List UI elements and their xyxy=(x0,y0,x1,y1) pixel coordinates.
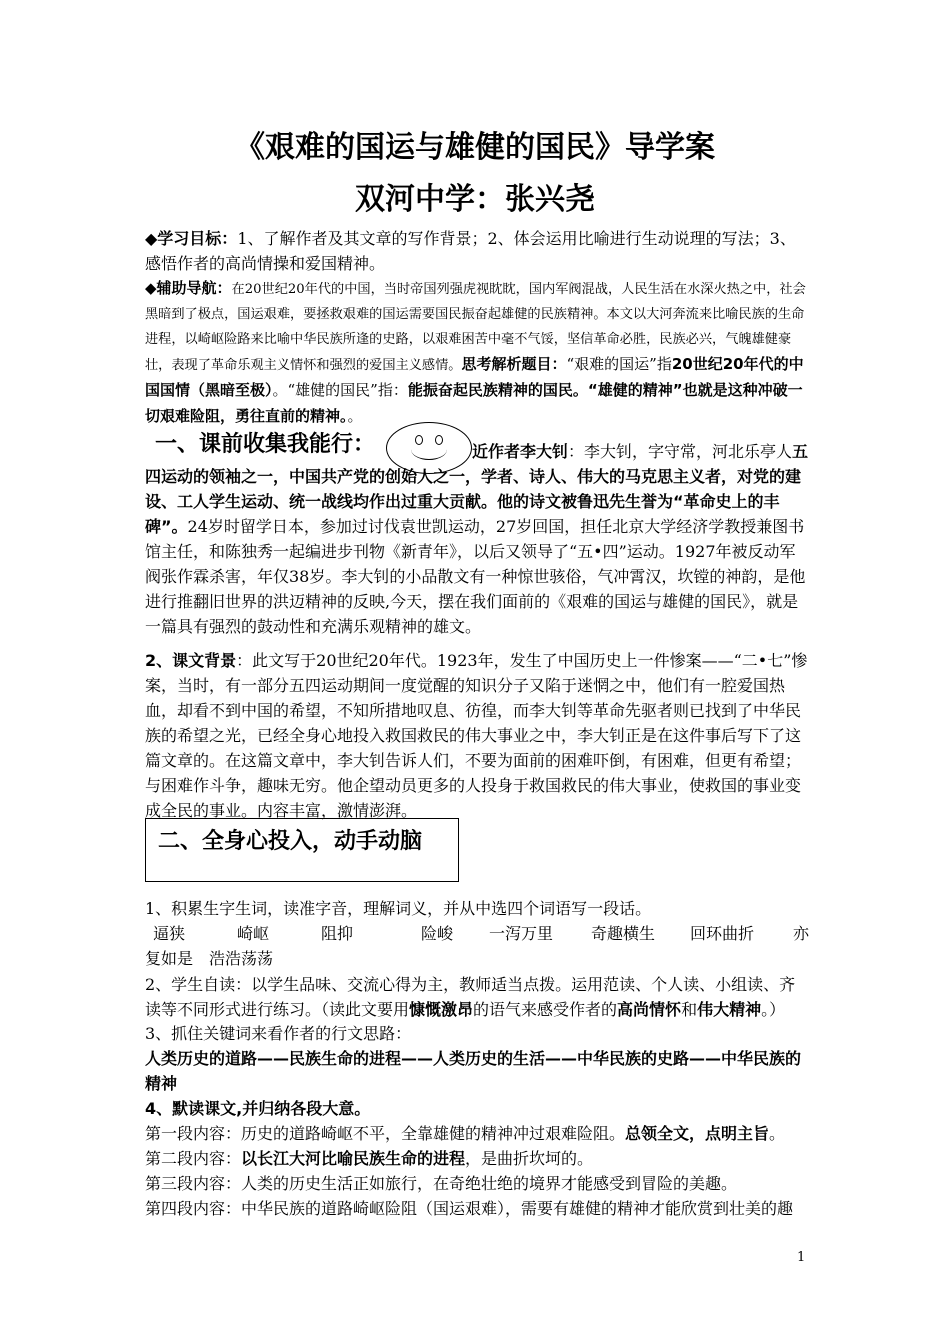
objectives-label: ◆学习目标： xyxy=(145,229,238,248)
page-number: 1 xyxy=(797,1250,806,1265)
author-bold-text: 五四运动的领袖之一，中国共产党的创始人之一，学者、诗人、伟大的马克思主义者，对党的建设、工人学生运动、统一战线均作出过重大贡献。他的诗文被鲁迅先生誉为“革命史上的丰碑”。 xyxy=(145,442,809,536)
item3: 3、抓住关键词来看作者的行文思路： xyxy=(145,1024,412,1043)
document-title: 《艰难的国运与雄健的国民》导学案 xyxy=(235,130,715,165)
item4: 4、默读课文,并归纳各段大意。 xyxy=(145,1099,371,1118)
author-line: 双河中学：张兴尧 xyxy=(355,182,595,217)
vocab-words-cont: 复如是 浩浩荡荡 xyxy=(145,949,274,968)
item1: 1、积累生字生词，读准字音，理解词义，并从中选四个词语写一段话。 xyxy=(145,899,652,918)
objectives-text: 1、了解作者及其文章的写作背景；2、体会运用比喻进行生动说理的写法；3、感悟作者的高尚情操和爱国精神。 xyxy=(145,229,796,273)
paragraph3-summary: 第三段内容：人类的历史生活正如旅行，在奇绝壮绝的境界才能感受到冒险的美趣。 xyxy=(145,1174,738,1193)
vocab-word: 奇趣横生 xyxy=(591,924,656,943)
vocab-word: 崎岖 xyxy=(237,924,270,943)
think-label: 思考解析题目： xyxy=(461,355,567,373)
vocab-word: 亦 xyxy=(793,924,810,943)
guide-paragraph: ◆辅助导航：在20世纪20年代的中国，当时帝国列强虎视眈眈，国内军阀混战，人民生活在水深火热之中，社会黑暗到了极点，国运艰难，要拯救艰难的国运需要国民振奋起雄健的民族精神。本文以大河奔流来比喻民族的生命进程，以崎岖险路来比喻中华民族所逢的史路，以艰难困苦中毫不气馁，坚信革命必胜，民族必兴，气魄雄健豪壮，表现了革命乐观主义情怀和强烈的爱国主义感情。思考解析题目：“艰难的国运”指20世纪20年代的中国国情（黑暗至极）。“雄健的国民”指：能振奋起民族精神的国民。“雄健的精神”也就是这种冲破一切艰难险阻，勇往直前的精神。。 xyxy=(145,279,806,425)
vocab-word: 阻抑 xyxy=(321,924,354,943)
paragraph1-summary: 第一段内容：历史的道路崎岖不平，全靠雄健的精神冲过艰难险阻。总领全文，点明主旨。 xyxy=(145,1124,786,1143)
author-intro: 近作者李大钊：李大钊，字守常，河北乐亭人五四运动的领袖之一，中国共产党的创始人之一，学者、诗人、伟大的马克思主义者，对党的建设、工人学生运动、统一战线均作出过重大贡献。他的诗文被鲁迅先生誉为“革命史上的丰碑”。24岁时留学日本，参加过讨伐袁世凯运动，27岁回国，担任北京大学经济学教授兼图书馆主任，和陈独秀一起编进步刊物《新青年》，以后又领导了“五•四”运动。1927年被反动军阀张作霖杀害，年仅38岁。李大钊的小品散文有一种惊世骇俗，气冲霄汉，坎镗的神韵，是他进行推翻旧世界的洪迈精神的反映,今天，摆在我们面前的《艰难的国运与雄健的国民》，就是一篇具有强烈的鼓动性和充满乐观精神的雄文。 xyxy=(145,442,809,636)
vocab-word: 险峻 xyxy=(421,924,454,943)
item3-bold: 人类历史的道路——民族生命的进程——人类历史的生活——中华民族的史路——中华民族的精神 xyxy=(145,1049,802,1093)
guide-text: 在20世纪20年代的中国，当时帝国列强虎视眈眈，国内军阀混战，人民生活在水深火热之中，社会黑暗到了极点，国运艰难，要拯救艰难的国运需要国民振奋起雄健的民族精神。本文以大河奔流来比喻民族的生命进程，以崎岖险路来比喻中华民族所逢的史路，以艰难困苦中毫不气馁，坚信革命必胜，民族必兴，气魄雄健豪壮，表现了革命乐观主义情怀和强烈的爱国主义感情。 xyxy=(145,282,806,373)
paragraph4-summary: 第四段内容：中华民族的道路崎岖险阻（国运艰难），需要有雄健的精神才能欣赏到壮美的趣 xyxy=(145,1199,794,1218)
author-label: 近作者李大钊 xyxy=(472,442,569,461)
background-label: 2、课文背景 xyxy=(145,651,237,670)
section2-heading: 二、全身心投入，动手动脑 xyxy=(158,829,423,854)
item2: 2、学生自读：以学生品味、交流心得为主，教师适当点拨。运用范读、个人读、小组读、齐读等不同形式进行练习。（读此文要用慷慨激昂的语气来感受作者的高尚情怀和伟大精神。） xyxy=(145,975,796,1019)
background-paragraph xyxy=(145,648,811,823)
vocab-word: 回环曲折 xyxy=(690,924,755,943)
section2-heading-box xyxy=(145,818,459,882)
author-rest-text: 24岁时留学日本，参加过讨伐袁世凯运动，27岁回国，担任北京大学经济学教授兼图书馆主任，和陈独秀一起编进步刊物《新青年》，以后又领导了“五•四”运动。1927年被反动军阀张作霖杀害，年仅38岁。李大钊的小品散文有一种惊世骇俗，气冲霄汉，坎镗的神韵，是他进行推翻旧世界的洪迈精神的反映,今天，摆在我们面前的《艰难的国运与雄健的国民》，就是一篇具有强烈的鼓动性和充满乐观精神的雄文。 xyxy=(145,517,806,636)
guide-label: ◆辅助导航： xyxy=(145,279,232,297)
background-text: ：此文写于20世纪20年代。1923年，发生了中国历史上一件惨案——“二•七”惨案，当时，有一部分五四运动期间一度觉醒的知识分子又陷于迷惘之中，他们有一腔爱国热血，却看不到中国的希望，不知所措地叹息、彷徨，而李大钊等革命先驱者则已找到了中华民族的希望之光，已经全身心地投入救国救民的伟大事业之中，李大钊正是在这件事后写下了这篇文章的。在这篇文章中，李大钊告诉人们，不要为面前的困难吓倒，有困难，但更有希望；与困难作斗争，趣味无穷。他企望动员更多的人投身于救国救民的伟大事业，使救国的事业变成全民的事业。内容丰富，激情澎湃。 xyxy=(145,651,808,820)
section1-heading: 一、课前收集我能行： xyxy=(155,432,376,457)
paragraph2-summary: 第二段内容：以长江大河比喻民族生命的进程，是曲折坎坷的。 xyxy=(145,1149,594,1168)
vocab-words-row xyxy=(145,921,811,946)
vocab-word: 逼狭 xyxy=(153,924,186,943)
learning-objectives xyxy=(145,226,811,276)
vocab-word: 一泻万里 xyxy=(489,924,554,943)
